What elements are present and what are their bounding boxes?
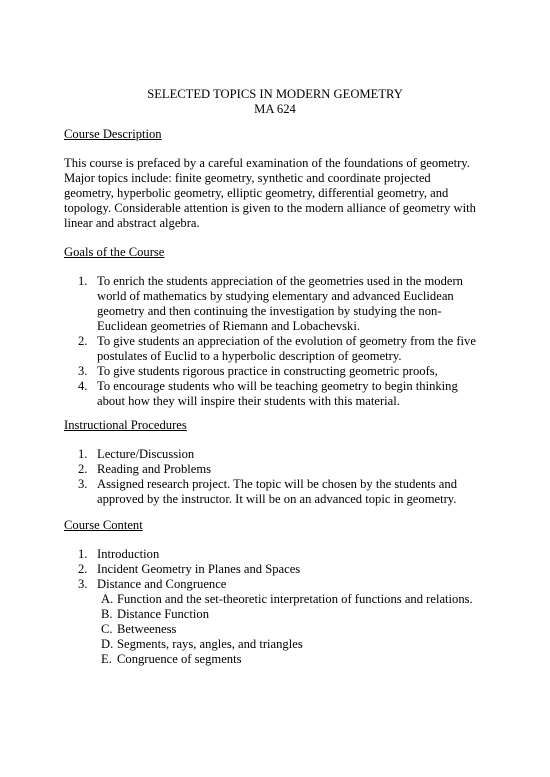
item-line: Introduction: [97, 547, 160, 561]
sub-list-item: [64, 607, 504, 622]
list-item: [64, 577, 504, 592]
item-line: Lecture/Discussion: [97, 447, 195, 461]
sub-item-text: Segments, rays, angles, and triangles: [117, 637, 303, 651]
list-item: [64, 447, 504, 462]
item-number: 3.: [78, 364, 88, 378]
course-content-heading: Course Content: [64, 518, 143, 532]
item-line: To give students an appreciation of the evolution of geometry from the five: [97, 334, 476, 348]
item-number: 3.: [78, 477, 88, 491]
list-item: [64, 547, 504, 562]
description-line: This course is prefaced by a careful examination of the foundations of geometry.: [64, 156, 470, 170]
item-line: Distance and Congruence: [97, 577, 227, 591]
sub-item-text: Function and the set-theoretic interpretation of functions and relations.: [117, 592, 473, 606]
item-line: To enrich the students appreciation of the geometries used in the modern: [97, 274, 463, 288]
item-line: geometry and then continuing the investigation by studying the non-: [97, 304, 442, 318]
item-line: To give students rigorous practice in constructing geometric proofs,: [97, 364, 438, 378]
sub-item-letter: D.: [101, 637, 114, 651]
list-item: [64, 334, 504, 364]
goals-heading: Goals of the Course: [64, 245, 165, 259]
sub-list-item: [64, 652, 504, 667]
item-number: 2.: [78, 562, 88, 576]
item-line: Euclidean geometries of Riemann and Lobachevski.: [97, 319, 360, 333]
item-number: 4.: [78, 379, 88, 393]
list-item: [64, 562, 504, 577]
procedures-heading: Instructional Procedures: [64, 418, 187, 432]
item-number: 1.: [78, 447, 88, 461]
item-line: approved by the instructor. It will be on an advanced topic in geometry.: [97, 492, 457, 506]
item-line: To encourage students who will be teaching geometry to begin thinking: [97, 379, 458, 393]
item-line: postulates of Euclid to a hyperbolic description of geometry.: [97, 349, 402, 363]
item-number: 1.: [78, 274, 88, 288]
course-code: MA 624: [254, 102, 296, 116]
course-description-text: [64, 156, 494, 231]
sub-item-letter: E.: [101, 652, 112, 666]
description-line: geometry, hyperbolic geometry, elliptic geometry, differential geometry, and: [64, 186, 449, 200]
item-line: about how they will inspire their students with this material.: [97, 394, 400, 408]
item-number: 3.: [78, 577, 88, 591]
list-item: [64, 462, 504, 477]
item-line: world of mathematics by studying elementary and advanced Euclidean: [97, 289, 454, 303]
sub-list-item: [64, 622, 504, 637]
list-item: [64, 274, 504, 334]
item-line: Assigned research project. The topic will be chosen by the students and: [97, 477, 457, 491]
list-item: [64, 477, 504, 507]
item-number: 2.: [78, 462, 88, 476]
sub-item-text: Distance Function: [117, 607, 209, 621]
sub-item-letter: C.: [101, 622, 113, 636]
sub-item-text: Congruence of segments: [117, 652, 242, 666]
course-content-list: [64, 547, 504, 667]
sub-item-text: Betweeness: [117, 622, 177, 636]
goals-list: [64, 274, 504, 409]
item-number: 1.: [78, 547, 88, 561]
sub-item-letter: A.: [101, 592, 114, 606]
course-description-heading: Course Description: [64, 127, 162, 141]
description-line: topology. Considerable attention is given to the modern alliance of geometry with: [64, 201, 476, 215]
list-item: [64, 364, 504, 379]
description-line: Major topics include: finite geometry, synthetic and coordinate projected: [64, 171, 431, 185]
sub-item-letter: B.: [101, 607, 113, 621]
item-line: Reading and Problems: [97, 462, 212, 476]
item-number: 2.: [78, 334, 88, 348]
item-line: Incident Geometry in Planes and Spaces: [97, 562, 301, 576]
sub-list-item: [64, 637, 504, 652]
list-item: [64, 379, 504, 409]
procedures-list: [64, 447, 504, 507]
description-line: linear and abstract algebra.: [64, 216, 200, 230]
sub-list-item: [64, 592, 504, 607]
document-title: SELECTED TOPICS IN MODERN GEOMETRY: [147, 87, 403, 101]
